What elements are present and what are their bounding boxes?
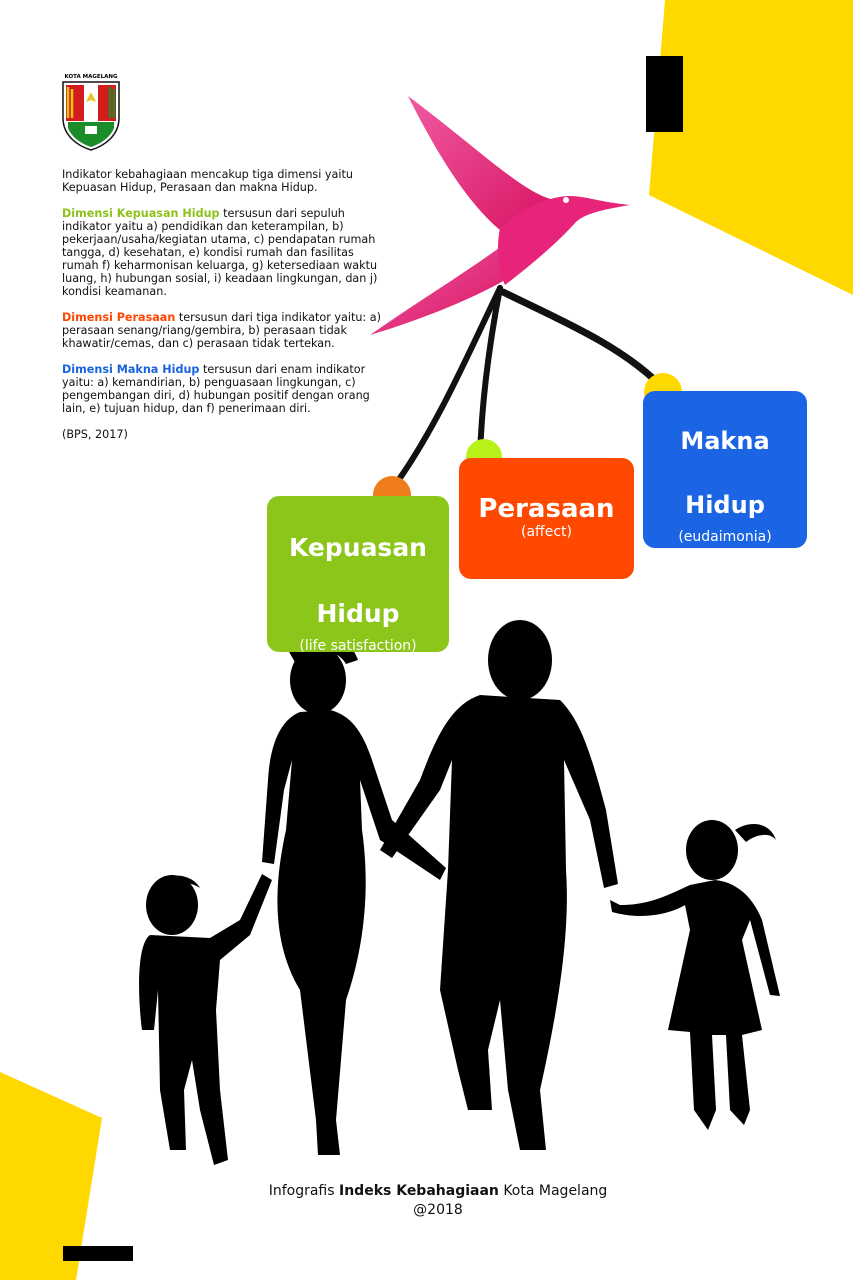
card-perasaan-title: Perasaan — [478, 494, 615, 524]
family-silhouette — [139, 620, 780, 1165]
footer-bold: Indeks Kebahagiaan — [339, 1183, 499, 1199]
crest-label: KOTA MAGELANG — [64, 74, 118, 80]
dimension-text-makna: tersusun dari enam indikator yaitu: a) kemandirian, b) penguasaan lingkungan, c) pengembangan diri, d) hubungan positif dengan orang lain, e) tujuan hidup, dan f) penerimaan diri. — [62, 363, 370, 415]
card-kepuasan-subtitle: (life satisfaction) — [299, 638, 417, 654]
dimension-text-perasaan: tersusun dari tiga indikator yaitu: a) perasaan senang/riang/gembira, b) perasaan tidak khawatir/cemas, dan c) perasaan tidak tertekan. — [62, 311, 381, 350]
footer-prefix: Infografis — [268, 1183, 339, 1199]
card-kepuasan-hidup — [267, 496, 449, 652]
dimension-paragraph-kepuasan — [62, 207, 382, 298]
dimension-keyword-perasaan: Dimensi Perasaan — [62, 311, 176, 324]
dimension-paragraph-makna — [62, 363, 382, 415]
black-bar-bottom — [63, 1246, 133, 1261]
footer-suffix: Kota Magelang — [498, 1183, 608, 1199]
card-makna-hidup — [643, 391, 807, 548]
dimension-text-kepuasan: tersusun dari sepuluh indikator yaitu a) pendidikan dan keterampilan, b) pekerjaan/usaha/kegiatan utama, c) pendapatan rumah tangga, d) kesehatan, e) kondisi rumah dan fasilitas rumah f) keharmonisan keluarga, g) ketersediaan waktu luang, h) hubungan sosial, i) keadaan lingkungan, dan j) kondisi keamanan. — [62, 207, 378, 298]
info-text-block — [62, 168, 382, 454]
dimension-keyword-kepuasan: Dimensi Kepuasan Hidup — [62, 207, 220, 220]
intro-paragraph: Indikator kebahagiaan mencakup tiga dimensi yaitu Kepuasan Hidup, Perasaan dan makna Hidup. — [62, 168, 353, 194]
card-makna-title-1: Makna — [680, 427, 770, 455]
footer-credit — [200, 1182, 676, 1220]
card-makna-subtitle: (eudaimonia) — [678, 529, 772, 545]
dimension-keyword-makna: Dimensi Makna Hidup — [62, 363, 200, 376]
footer-year: @2018 — [413, 1202, 463, 1218]
card-kepuasan-title-2: Hidup — [316, 599, 400, 628]
card-perasaan-subtitle: (affect) — [521, 524, 572, 540]
connector-lines — [400, 288, 660, 478]
crest-icon — [60, 72, 122, 152]
source-citation: (BPS, 2017) — [62, 428, 128, 441]
city-crest-logo — [60, 72, 122, 152]
dimension-paragraph-perasaan — [62, 311, 382, 350]
yellow-corner-top-right — [649, 0, 853, 295]
black-bar-top — [646, 56, 683, 132]
card-kepuasan-title-1: Kepuasan — [288, 533, 427, 562]
card-perasaan — [459, 458, 634, 579]
card-makna-title-2: Hidup — [685, 491, 765, 519]
footer-title — [200, 1182, 676, 1201]
